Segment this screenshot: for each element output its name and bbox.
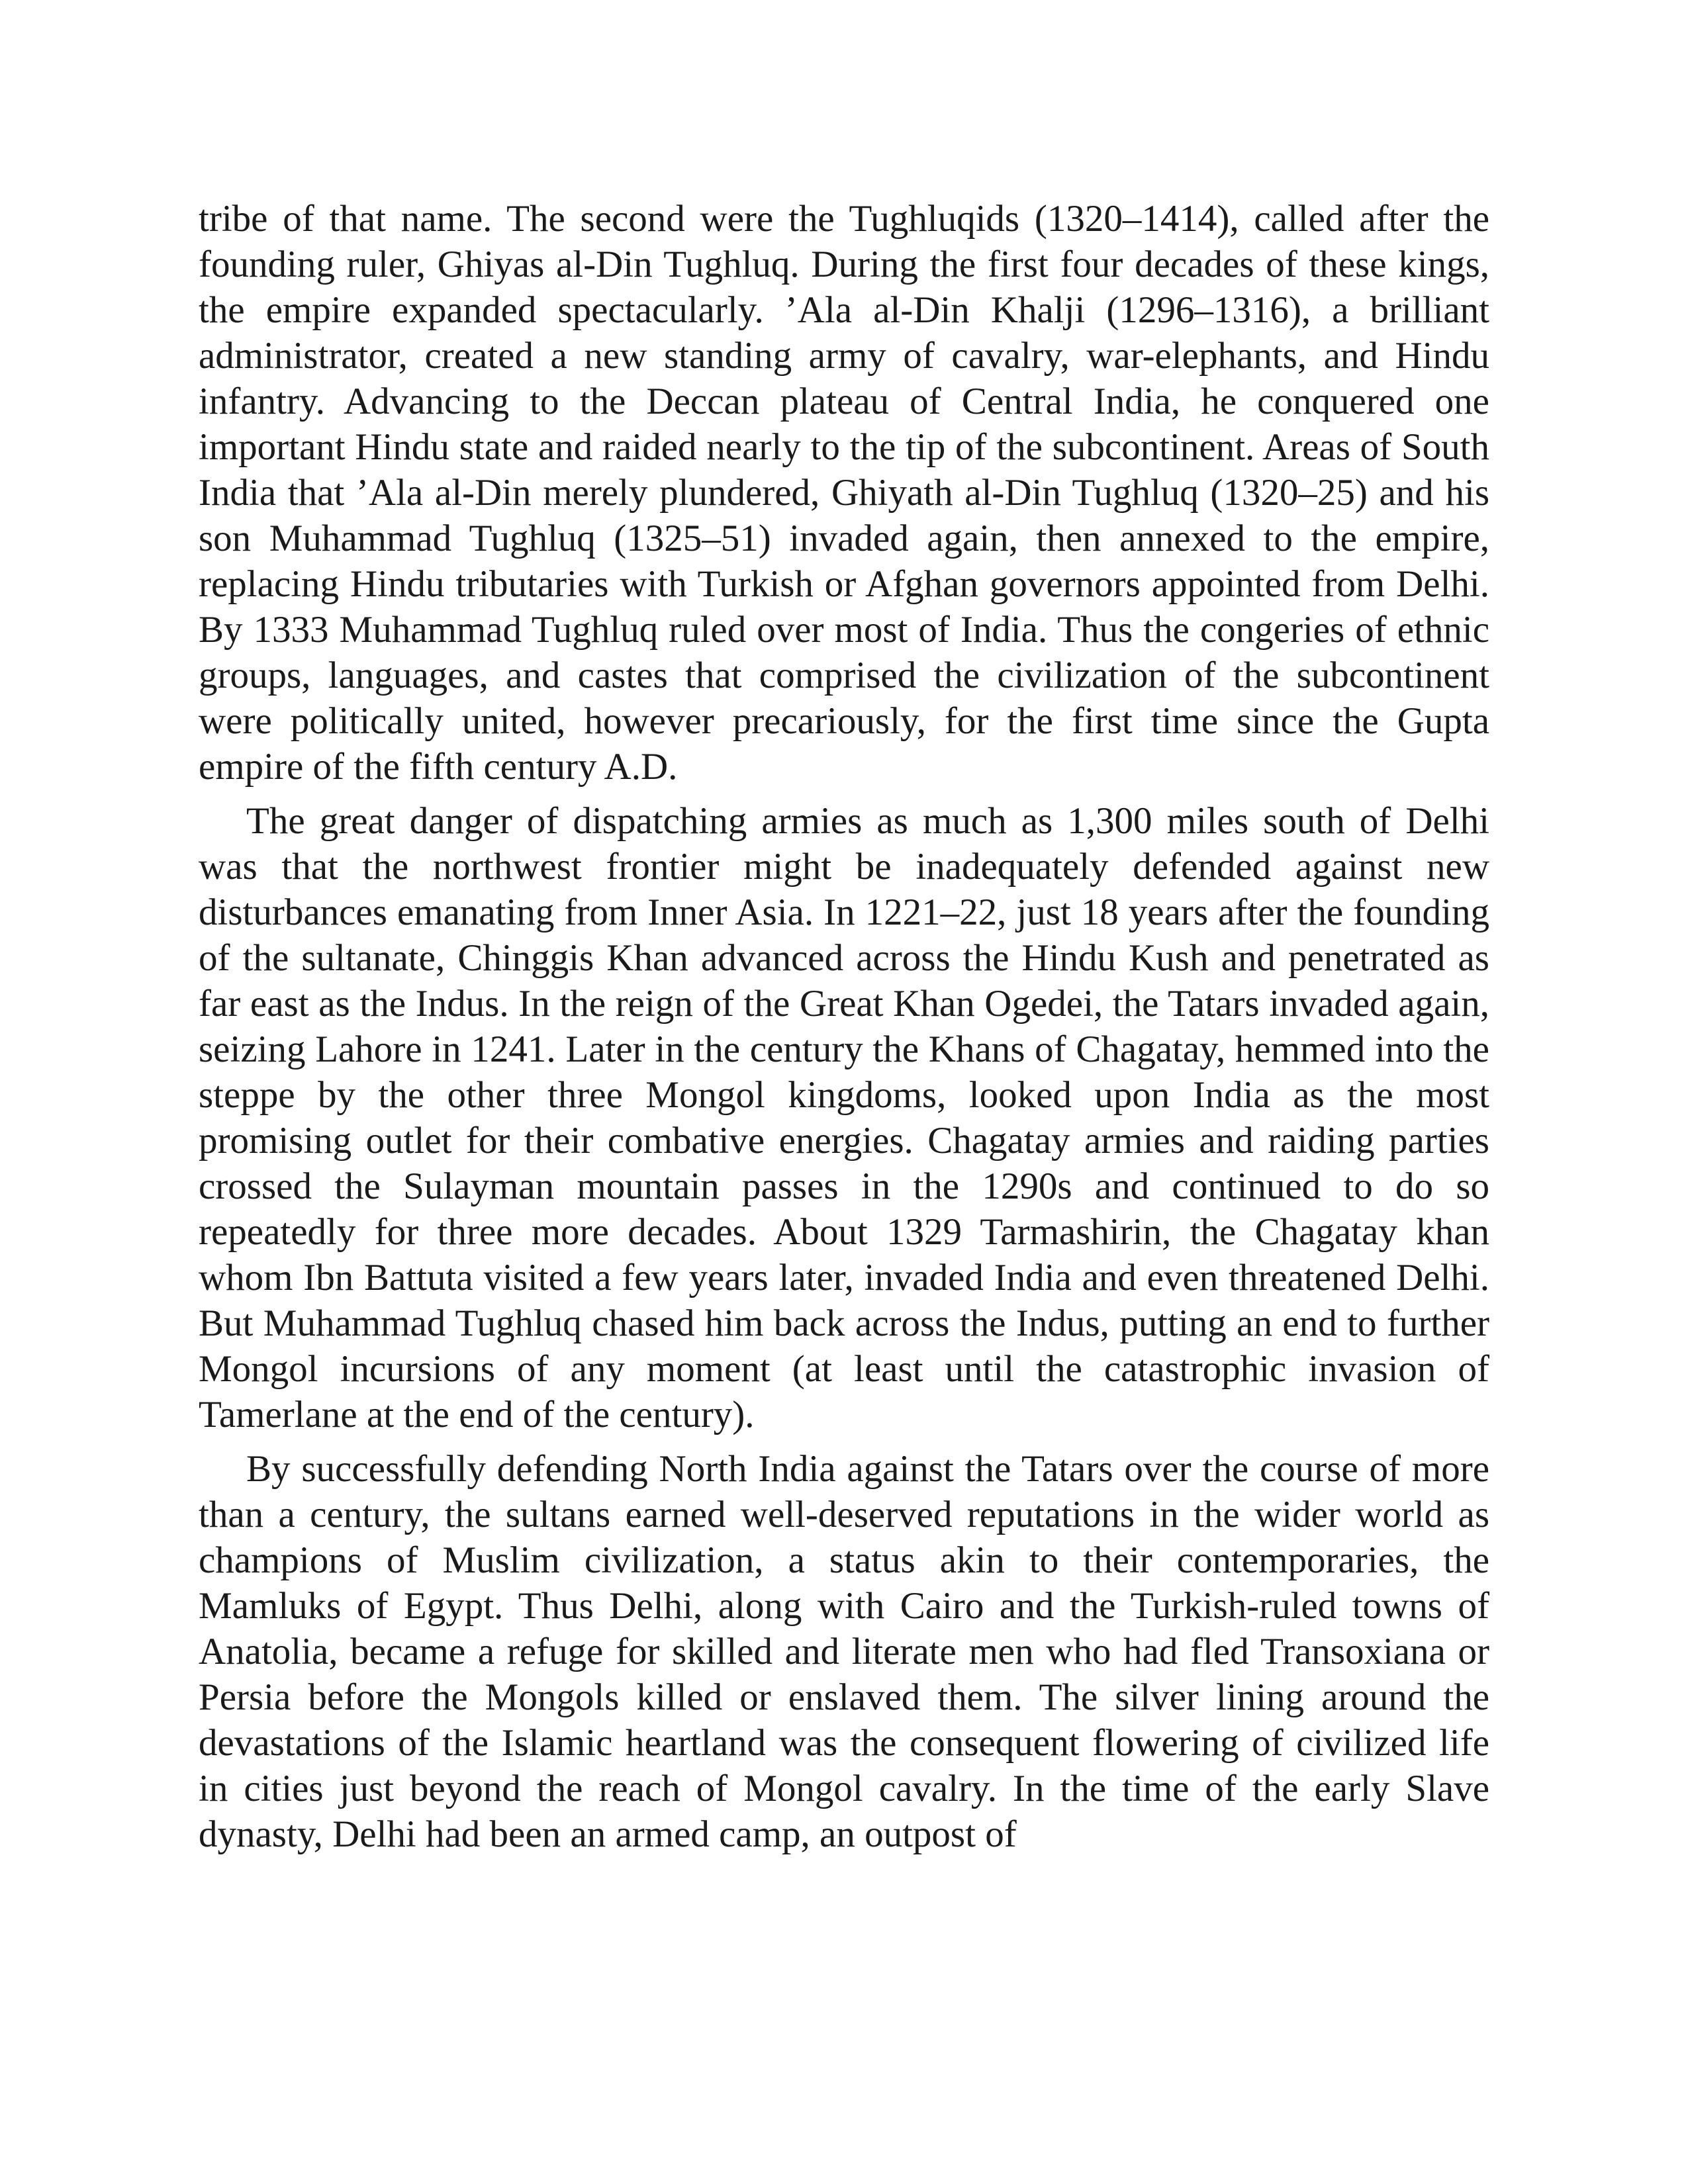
paragraph-1: tribe of that name. The second were the Tughluqids (1320–1414), called after the founding ruler, Ghiyas al-Din Tughluq. During the first four decades of these kings, the empire expanded spectacularly. ’Ala al-Din Khalji (1296–1316), a brilliant administrator, created a new standing army of cavalry, war-elephants, and Hindu infantry. Advancing to the Deccan plateau of Central India, he conquered one important Hindu state and raided nearly to the tip of the subcontinent. Areas of South India that ’Ala al-Din merely plundered, Ghiyath al-Din Tughluq (1320–25) and his son Muhammad Tughluq (1325–51) invaded again, then annexed to the empire, replacing Hindu tributaries with Turkish or Afghan governors appointed from Delhi. By 1333 Muhammad Tughluq ruled over most of India. Thus the congeries of ethnic groups, languages, and castes that comprised the civilization of the subcontinent were politically united, however precariously, for the first time since the Gupta empire of the fifth century A.D. <box>199 198 1489 788</box>
paragraph-3: By successfully defending North India against the Tatars over the course of more than a century, the sultans earned well-deserved reputations in the wider world as champions of Muslim civilization, a status akin to their contemporaries, the Mamluks of Egypt. Thus Delhi, along with Cairo and the Turkish-ruled towns of Anatolia, became a refuge for skilled and literate men who had fled Transoxiana or Persia before the Mongols killed or enslaved them. The silver lining around the devastations of the Islamic heartland was the consequent flowering of civilized life in cities just beyond the reach of Mongol cavalry. In the time of the early Slave dynasty, Delhi had been an armed camp, an outpost of <box>199 1448 1489 1855</box>
paragraph-2: The great danger of dispatching armies as much as 1,300 miles south of Delhi was that the northwest frontier might be inadequately defended against new disturbances emanating from Inner Asia. In 1221–22, just 18 years after the founding of the sultanate, Chinggis Khan advanced across the Hindu Kush and penetrated as far east as the Indus. In the reign of the Great Khan Ogedei, the Tatars invaded again, seizing Lahore in 1241. Later in the century the Khans of Chagatay, hemmed into the steppe by the other three Mongol kingdoms, looked upon India as the most promising outlet for their combative energies. Chagatay armies and raiding parties crossed the Sulayman mountain passes in the 1290s and continued to do so repeatedly for three more decades. About 1329 Tarmashirin, the Chagatay khan whom Ibn Battuta visited a few years later, invaded India and even threatened Delhi. But Muhammad Tughluq chased him back across the Indus, putting an end to further Mongol incursions of any moment (at least until the catastrophic invasion of Tamerlane at the end of the century). <box>199 800 1489 1435</box>
body-text <box>199 196 1489 1866</box>
